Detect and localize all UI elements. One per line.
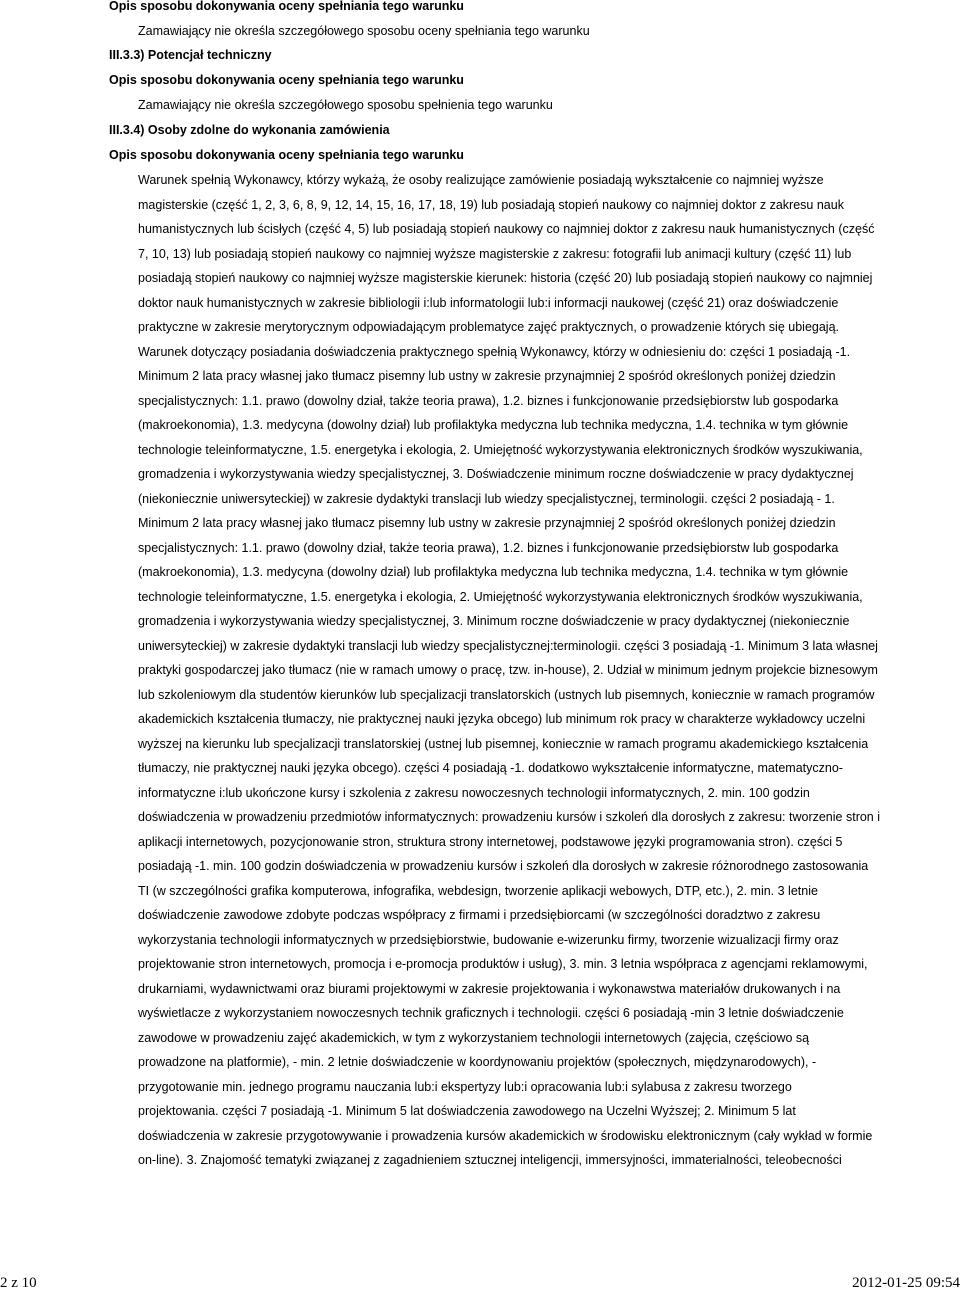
paragraph-line: TI (w szczególności grafika komputerowa, infografika, webdesign, tworzenie aplikacji webowych, DTP, etc.), 2. min. 3 letnie	[138, 883, 818, 898]
section-text: Zamawiający nie określa szczegółowego sposobu oceny spełniania tego warunku	[138, 24, 590, 38]
paragraph-line: doktor nauk humanistycznych w zakresie bibliologii i:lub informatologii lub:i informacji naukowej (część 21) oraz doświadczenie	[138, 295, 839, 310]
print-timestamp: 2012-01-25 09:54	[852, 1275, 960, 1291]
paragraph-line: doświadczenie zawodowe zdobyte podczas współpracy z firmami i przedsiębiorcami (w szczególności doradztwo z zakresu	[138, 908, 821, 922]
paragraph-line: wyższej na kierunku lub specjalizacji translatorskiej (ustnej lub pisemnej, koniecznie w ramach programu akademickiego kształcenia	[138, 736, 869, 751]
paragraph-line: (makroekonomia), 1.3. medycyna (dowolny dział) lub profilaktyka medyczna lub technika medyczna, 1.4. technika w tym głównie	[138, 418, 849, 432]
paragraph-line: Warunek spełnią Wykonawcy, którzy wykażą, że osoby realizujące zamówienie posiadają wykształcenie co najmniej wyższe	[138, 173, 824, 187]
paragraph-line: uniwersyteckiej) w zakresie dydaktyki translacji lub wiedzy specjalistycznej:terminologii. części 3 posiadają -1. Minimum 3 lata własnej	[138, 638, 878, 653]
paragraph-line: informatyczne i:lub ukończone kursy i szkolenia z zakresu nowoczesnych technologii informatycznych, 2. min. 100 godzin	[138, 785, 810, 800]
page-indicator: 2 z 10	[0, 1275, 37, 1291]
paragraph-line: posiadają -1. min. 100 godzin doświadczenia w prowadzeniu kursów i szkoleń dla dorosłych w zakresie różnorodnego zastosowania	[138, 859, 869, 873]
paragraph-line: lub szkoleniowym dla studentów kierunków lub specjalizacji translatorskich (ustnych lub pisemnych, koniecznie w ramach programów	[138, 687, 875, 702]
section-heading: Opis sposobu dokonywania oceny spełniania tego warunku	[109, 73, 464, 87]
paragraph-line: Warunek dotyczący posiadania doświadczenia praktycznego spełnią Wykonawcy, którzy w odniesieniu do: części 1 posiadają -1.	[138, 344, 851, 359]
section-heading: Opis sposobu dokonywania oceny spełniania tego warunku	[109, 0, 464, 13]
paragraph-line: prowadzone na platformie), - min. 2 letnie doświadczenie w koordynowaniu projektów (społecznych, międzynarodowych), -	[138, 1055, 817, 1069]
paragraph-line: gromadzenia i wykorzystywania wiedzy specjalistycznej, 3. Minimum roczne doświadczenie w pracy dydaktycznej (niekoniecznie	[138, 614, 850, 628]
paragraph-line: tłumaczy, nie praktycznej nauki języka obcego). części 4 posiadają -1. dodatkowo wykształcenie informatyczne, matematyczno-	[138, 761, 843, 775]
section-heading: Opis sposobu dokonywania oceny spełniania tego warunku	[109, 148, 464, 162]
paragraph-line: akademickich kształcenia tłumaczy, nie praktycznej nauki języka obcego) lub minimum rok pracy w charakterze wykładowcy uczelni	[138, 712, 866, 726]
paragraph-line: (makroekonomia), 1.3. medycyna (dowolny dział) lub profilaktyka medyczna lub technika medyczna, 1.4. technika w tym głównie	[138, 565, 849, 579]
section-title: III.3.4) Osoby zdolne do wykonania zamówienia	[109, 123, 390, 137]
paragraph-line: specjalistycznych: 1.1. prawo (dowolny dział, także teoria prawa), 1.2. biznes i funkcjonowanie przedsiębiorstw lub gospodarka	[138, 540, 839, 555]
paragraph-line: wyświetlacze z wykorzystaniem nowoczesnych technik graficznych i technologii. części 6 posiadają -min 3 letnie doświadczenie	[138, 1006, 844, 1020]
paragraph-line: Minimum 2 lata pracy własnej jako tłumacz pisemny lub ustny w zakresie przynajmniej 2 spośród określonych poniżej dziedzin	[138, 369, 836, 383]
paragraph-line: magisterskie (część 1, 2, 3, 6, 8, 9, 12, 14, 15, 16, 17, 18, 19) lub posiadają stopień naukowy co najmniej doktor z zakresu nauk	[138, 197, 844, 212]
paragraph-line: praktyczne w zakresie merytorycznym odpowiadającym problematyce zajęć praktycznych, o prowadzenie których się ubiegają.	[138, 320, 840, 334]
paragraph-line: zawodowe w prowadzeniu zajęć akademickich, w tym z wykorzystaniem technologii internetowych (zajęcia, częściowo są	[138, 1030, 810, 1045]
paragraph-line: on-line). 3. Znajomość tematyki związanej z zagadnieniem sztucznej inteligencji, immersyjności, immaterialności, teleobecności	[138, 1153, 842, 1167]
paragraph-line: doświadczenia w prowadzeniu przedmiotów informatycznych: prowadzeniu kursów i szkoleń dla dorosłych z zakresu: tworzenie stron i	[138, 810, 881, 824]
paragraph-line: gromadzenia i wykorzystywania wiedzy specjalistycznej, 3. Doświadczenie minimum roczne doświadczenie w pracy dydaktycznej	[138, 467, 854, 481]
section-text: Zamawiający nie określa szczegółowego sposobu spełnienia tego warunku	[138, 98, 553, 112]
paragraph-line: Minimum 2 lata pracy własnej jako tłumacz pisemny lub ustny w zakresie przynajmniej 2 spośród określonych poniżej dziedzin	[138, 516, 836, 530]
paragraph-line: humanistycznych lub ścisłych (część 4, 5) lub posiadają stopień naukowy co najmniej doktor z zakresu nauk humanistycznych (część	[138, 222, 875, 236]
paragraph-line: projektowania. części 7 posiadają -1. Minimum 5 lat doświadczenia zawodowego na Uczelni Wyższej; 2. Minimum 5 lat	[138, 1104, 796, 1118]
paragraph-line: technologie teleinformatyczne, 1.5. energetyka i ekologia, 2. Umiejętność wykorzystywania elektronicznych środków wyszukiwania,	[138, 589, 863, 604]
paragraph-line: posiadają stopień naukowy co najmniej wyższe magisterskie kierunek: historia (część 20) lub posiadają stopień naukowy co najmniej	[138, 271, 873, 285]
paragraph-line: specjalistycznych: 1.1. prawo (dowolny dział, także teoria prawa), 1.2. biznes i funkcjonowanie przedsiębiorstw lub gospodarka	[138, 393, 839, 408]
paragraph-line: (niekoniecznie uniwersyteckiej) w zakresie dydaktyki translacji lub wiedzy specjalistycznej, terminologii. części 2 posiadają - 1.	[138, 491, 835, 506]
paragraph-line: doświadczenia w zakresie przygotowywanie i prowadzenia kursów akademickich w środowisku elektronicznym (cały wykład w formie	[138, 1128, 873, 1143]
requirements-paragraph	[138, 172, 898, 1177]
paragraph-line: wykorzystania technologii informatycznych w przedsiębiorstwie, budowanie e-wizerunku firmy, tworzenie wizualizacji firmy oraz	[138, 932, 839, 947]
paragraph-line: 7, 10, 13) lub posiadają stopień naukowy co najmniej wyższe magisterskie z zakresu: fotografii lub animacji kultury (część 11) lub	[138, 246, 852, 261]
paragraph-line: technologie teleinformatyczne, 1.5. energetyka i ekologia, 2. Umiejętność wykorzystywania elektronicznych środków wyszukiwania,	[138, 442, 863, 457]
paragraph-line: projektowanie stron internetowych, promocja i e-promocja produktów i usług), 3. min. 3 letnia współpraca z agencjami reklamowymi,	[138, 957, 868, 971]
section-title: III.3.3) Potencjał techniczny	[109, 48, 272, 62]
paragraph-line: drukarniami, wydawnictwami oraz biurami projektowymi w zakresie projektowania i wykonawstwa materiałów drukowanych i na	[138, 981, 841, 996]
paragraph-line: aplikacji internetowych, pozycjonowanie stron, struktura strony internetowej, podstawowe języki programowania stron). części 5	[138, 834, 843, 849]
paragraph-line: praktyki gospodarczej jako tłumacz (nie w ramach umowy o pracę, tzw. in-house), 2. Udział w minimum jednym projekcie biznesowym	[138, 663, 878, 677]
paragraph-line: przygotowanie min. jednego programu nauczania lub:i ekspertyzy lub:i opracowania lub:i sylabusa z zakresu tworzego	[138, 1079, 792, 1094]
